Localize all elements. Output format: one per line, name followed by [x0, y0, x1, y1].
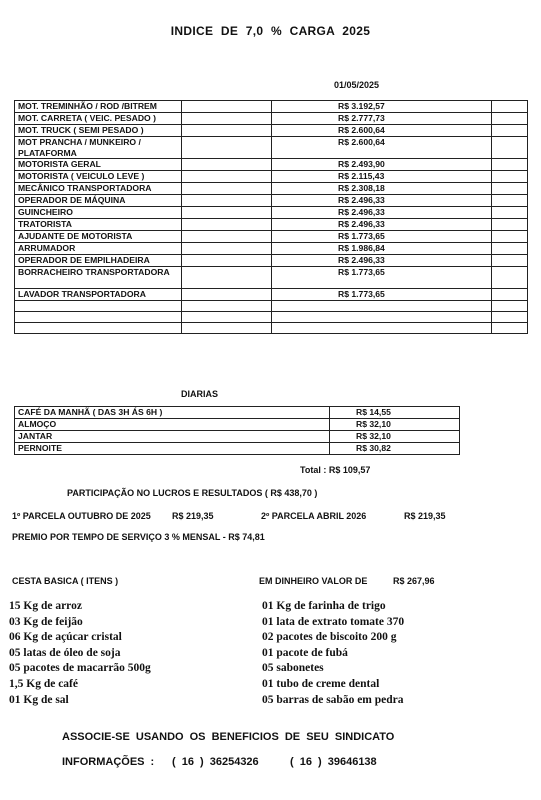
salary-role: BORRACHEIRO TRANSPORTADORA: [15, 267, 182, 289]
cesta-item: 05 latas de óleo de soja: [9, 646, 121, 659]
salary-empty-cell: [492, 219, 528, 231]
parcela1-label: 1º PARCELA OUTUBRO DE 2025: [12, 511, 151, 521]
salary-value: R$ 2.600,64: [272, 125, 492, 137]
parcela1-value: R$ 219,35: [172, 511, 214, 521]
salary-role: MOT. TRUCK ( SEMI PESADO ): [15, 125, 182, 137]
cesta-items-right: [262, 599, 404, 708]
diaria-label: CAFÉ DA MANHÃ ( DAS 3H ÁS 6H ): [15, 407, 330, 419]
cesta-item: 01 lata de extrato tomate 370: [262, 615, 405, 628]
salary-value: R$ 2.493,90: [272, 159, 492, 171]
parcela2-value: R$ 219,35: [404, 511, 446, 521]
salary-value: R$ 1.773,65: [272, 289, 492, 301]
salary-empty-cell: [182, 101, 272, 113]
salary-role: MOTORISTA GERAL: [15, 159, 182, 171]
premio-label: PREMIO POR TEMPO DE SERVIÇO 3 % MENSAL - R$ 74,81: [12, 532, 265, 542]
diaria-row: [15, 407, 460, 419]
salary-empty-cell: [182, 231, 272, 243]
salary-row: [15, 312, 528, 323]
salary-empty-cell: [492, 312, 528, 323]
salary-role: ARRUMADOR: [15, 243, 182, 255]
salary-empty-cell: [492, 159, 528, 171]
salary-empty-cell: [492, 101, 528, 113]
cesta-items-left: [9, 599, 151, 708]
cesta-item: 15 Kg de arroz: [9, 600, 82, 612]
salary-value: R$ 2.496,33: [272, 207, 492, 219]
salary-role: OPERADOR DE EMPILHADEIRA: [15, 255, 182, 267]
salary-value: R$ 2.115,43: [272, 171, 492, 183]
diaria-row: [15, 443, 460, 455]
salary-row: [15, 219, 528, 231]
salary-row: [15, 267, 528, 289]
salary-value: R$ 2.496,33: [272, 219, 492, 231]
salary-empty-cell: [492, 243, 528, 255]
diaria-label: ALMOÇO: [15, 419, 330, 431]
cesta-item: 1,5 Kg de café: [9, 677, 78, 690]
salary-value: R$ 2.496,33: [272, 195, 492, 207]
salary-row: [15, 125, 528, 137]
salary-row: [15, 301, 528, 312]
cesta-dinheiro-label: EM DINHEIRO VALOR DE: [259, 576, 368, 586]
phone-1: ( 16 ) 36254326: [172, 756, 259, 768]
salary-row: [15, 289, 528, 301]
salary-role: MOT PRANCHA / MUNKEIRO / PLATAFORMA: [15, 137, 182, 159]
salary-empty-cell: [492, 171, 528, 183]
diarias-heading: DIARIAS: [181, 389, 219, 399]
salary-empty-cell: [492, 113, 528, 125]
cesta-item: 01 Kg de sal: [9, 693, 69, 706]
salary-row: [15, 255, 528, 267]
salary-role: OPERADOR DE MÁQUINA: [15, 195, 182, 207]
salary-role: [15, 301, 182, 312]
salary-empty-cell: [182, 113, 272, 125]
salary-role: MECÂNICO TRANSPORTADORA: [15, 183, 182, 195]
plr-label: PARTICIPAÇÃO NO LUCROS E RESULTADOS ( R$ 438,70 ): [67, 488, 318, 498]
salary-value: R$ 2.308,18: [272, 183, 492, 195]
diaria-value: R$ 32,10: [330, 419, 460, 431]
salary-row: [15, 137, 528, 159]
salary-value: [272, 323, 492, 334]
diarias-total: Total : R$ 109,57: [300, 465, 371, 475]
salary-empty-cell: [492, 207, 528, 219]
salary-role: MOTORISTA ( VEICULO LEVE ): [15, 171, 182, 183]
salary-role: TRATORISTA: [15, 219, 182, 231]
salary-empty-cell: [182, 159, 272, 171]
salary-empty-cell: [182, 183, 272, 195]
salary-empty-cell: [492, 231, 528, 243]
salary-role: AJUDANTE DE MOTORISTA: [15, 231, 182, 243]
cesta-item: 03 Kg de feijão: [9, 615, 83, 628]
cesta-item: 05 pacotes de macarrão 500g: [9, 662, 151, 675]
salary-empty-cell: [182, 195, 272, 207]
diaria-row: [15, 431, 460, 443]
salary-value: R$ 2.777,73: [272, 113, 492, 125]
salary-empty-cell: [182, 171, 272, 183]
salary-empty-cell: [492, 137, 528, 159]
salary-row: [15, 159, 528, 171]
diarias-table: [14, 406, 460, 455]
salary-role: MOT. CARRETA ( VEIC. PESADO ): [15, 113, 182, 125]
diaria-value: R$ 14,55: [330, 407, 460, 419]
salary-role: [15, 312, 182, 323]
salary-empty-cell: [182, 207, 272, 219]
info-label: INFORMAÇÕES :: [62, 756, 155, 768]
salary-empty-cell: [182, 219, 272, 231]
phone-2: ( 16 ) 39646138: [290, 756, 377, 768]
salary-empty-cell: [492, 125, 528, 137]
salary-empty-cell: [182, 267, 272, 289]
cesta-item: 06 Kg de açúcar cristal: [9, 631, 122, 644]
associe-banner: ASSOCIE-SE USANDO OS BENEFICIOS DE SEU SINDICATO: [62, 731, 395, 743]
cesta-item: 01 pacote de fubá: [262, 646, 348, 659]
salary-empty-cell: [182, 312, 272, 323]
salary-value: [272, 301, 492, 312]
salary-empty-cell: [182, 255, 272, 267]
salary-empty-cell: [492, 195, 528, 207]
salary-empty-cell: [182, 301, 272, 312]
salary-empty-cell: [182, 243, 272, 255]
salary-empty-cell: [182, 323, 272, 334]
salary-row: [15, 183, 528, 195]
cesta-item: 01 Kg de farinha de trigo: [262, 600, 386, 612]
cesta-label: CESTA BASICA ( ITENS ): [12, 576, 119, 586]
salary-empty-cell: [492, 323, 528, 334]
cesta-dinheiro-value: R$ 267,96: [393, 576, 435, 586]
salary-empty-cell: [492, 267, 528, 289]
effective-date: 01/05/2025: [334, 80, 380, 90]
salary-table: [14, 100, 528, 334]
salary-empty-cell: [492, 255, 528, 267]
cesta-item: 02 pacotes de biscoito 200 g: [262, 631, 397, 644]
salary-value: [272, 312, 492, 323]
salary-empty-cell: [182, 137, 272, 159]
salary-role: MOT. TREMINHÃO / ROD /BITREM: [15, 101, 182, 113]
salary-empty-cell: [492, 183, 528, 195]
cesta-item: 01 tubo de creme dental: [262, 677, 380, 690]
salary-value: R$ 1.773,65: [272, 231, 492, 243]
salary-empty-cell: [492, 289, 528, 301]
salary-role: [15, 323, 182, 334]
salary-role: LAVADOR TRANSPORTADORA: [15, 289, 182, 301]
salary-row: [15, 113, 528, 125]
diaria-row: [15, 419, 460, 431]
cesta-item: 05 barras de sabão em pedra: [262, 693, 404, 706]
salary-row: [15, 243, 528, 255]
salary-row: [15, 323, 528, 334]
salary-row: [15, 195, 528, 207]
salary-row: [15, 231, 528, 243]
cesta-item: 05 sabonetes: [262, 662, 324, 675]
salary-value: R$ 1.986,84: [272, 243, 492, 255]
salary-value: R$ 3.192,57: [272, 101, 492, 113]
salary-row: [15, 207, 528, 219]
salary-empty-cell: [182, 125, 272, 137]
salary-row: [15, 101, 528, 113]
salary-value: R$ 2.600,64: [272, 137, 492, 159]
salary-empty-cell: [182, 289, 272, 301]
salary-value: R$ 1.773,65: [272, 267, 492, 289]
page-title: INDICE DE 7,0 % CARGA 2025: [170, 24, 371, 38]
diaria-label: JANTAR: [15, 431, 330, 443]
diaria-label: PERNOITE: [15, 443, 330, 455]
salary-role: GUINCHEIRO: [15, 207, 182, 219]
parcela2-label: 2º PARCELA ABRIL 2026: [261, 511, 367, 521]
diaria-value: R$ 30,82: [330, 443, 460, 455]
salary-empty-cell: [492, 301, 528, 312]
salary-row: [15, 171, 528, 183]
diaria-value: R$ 32,10: [330, 431, 460, 443]
salary-value: R$ 2.496,33: [272, 255, 492, 267]
